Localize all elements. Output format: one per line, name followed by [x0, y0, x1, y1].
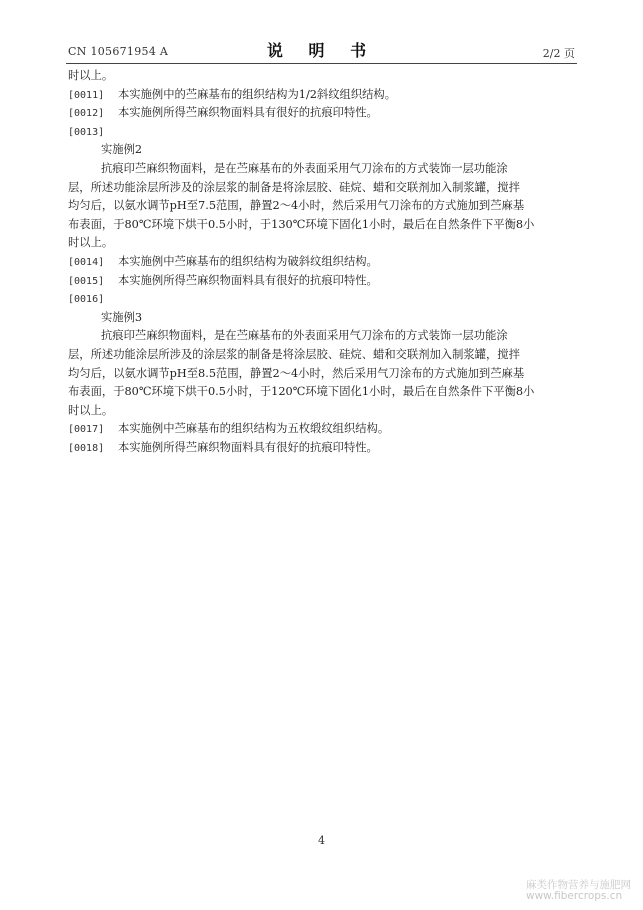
document-title: 说 明 书	[266, 41, 377, 60]
body-line: 均匀后，以氨水调节pH至7.5范围，静置2～4小时，然后采用气刀涂布的方式施加到苎麻基	[68, 199, 525, 213]
paragraph-0017	[68, 420, 578, 439]
body-line: 时以上。	[68, 236, 114, 250]
paragraph-0015	[68, 272, 578, 291]
example-heading: 实施例3	[101, 310, 143, 324]
paragraph-0018	[68, 439, 578, 458]
paragraph-0014	[68, 253, 578, 272]
paragraph-number: [0011]	[68, 89, 105, 101]
watermark-site-name: 麻类作物营养与施肥网	[526, 879, 631, 891]
paragraph-number: [0012]	[68, 108, 105, 120]
body-line: 层，所述功能涂层所涉及的涂层浆的制备是将涂层胶、硅烷、蜡和交联剂加入制浆罐，搅拌	[68, 180, 520, 194]
header-divider	[66, 63, 577, 64]
paragraph-text: 本实施例所得苎麻织物面料具有很好的抗痕印特性。	[118, 106, 378, 120]
page-header	[66, 36, 577, 64]
page-label: 2/2 页	[542, 47, 575, 60]
paragraph-text: 本实施例中苎麻基布的组织结构为破斜纹组织结构。	[118, 254, 378, 268]
paragraph-number: [0016]	[68, 294, 105, 306]
body-line: 均匀后，以氨水调节pH至8.5范围，静置2～4小时，然后采用气刀涂布的方式施加到苎麻基	[68, 366, 525, 380]
paragraph-number: [0018]	[68, 442, 105, 454]
body-line: 层，所述功能涂层所涉及的涂层浆的制备是将涂层胶、硅烷、蜡和交联剂加入制浆罐，搅拌	[68, 347, 520, 361]
paragraph-text: 本实施例中的苎麻基布的组织结构为1/2斜纹组织结构。	[118, 87, 397, 101]
paragraph-number: [0014]	[68, 256, 105, 268]
watermark-url: www.fibercrops.cn	[526, 890, 623, 902]
paragraph-0011	[68, 86, 578, 105]
watermark	[526, 880, 631, 902]
continued-line: 时以上。	[68, 69, 114, 82]
body-line: 抗痕印苎麻织物面料，是在苎麻基布的外表面采用气刀涂布的方式装饰一层功能涂	[101, 161, 508, 175]
page-number: 4	[318, 834, 325, 847]
body-line: 布表面，于80℃环境下烘干0.5小时，于120℃环境下固化1小时，最后在自然条件下平衡8小	[68, 385, 535, 399]
paragraph-number: [0017]	[68, 424, 105, 436]
example-heading: 实施例2	[101, 143, 143, 157]
patent-number: CN 105671954 A	[68, 45, 169, 58]
body-line: 时以上。	[68, 403, 114, 417]
paragraph-number: [0013]	[68, 126, 105, 138]
paragraph-0013	[68, 123, 578, 142]
paragraph-0012	[68, 104, 578, 123]
paragraph-0016	[68, 290, 578, 309]
document-body	[68, 67, 578, 457]
paragraph-number: [0015]	[68, 275, 105, 287]
paragraph-text: 本实施例所得苎麻织物面料具有很好的抗痕印特性。	[118, 273, 378, 287]
body-line: 布表面，于80℃环境下烘干0.5小时，于130℃环境下固化1小时，最后在自然条件下平衡8小	[68, 217, 535, 231]
paragraph-text: 本实施例中苎麻基布的组织结构为五枚缎纹组织结构。	[118, 422, 390, 436]
body-line: 抗痕印苎麻织物面料，是在苎麻基布的外表面采用气刀涂布的方式装饰一层功能涂	[101, 329, 508, 343]
paragraph-text: 本实施例所得苎麻织物面料具有很好的抗痕印特性。	[118, 440, 378, 454]
